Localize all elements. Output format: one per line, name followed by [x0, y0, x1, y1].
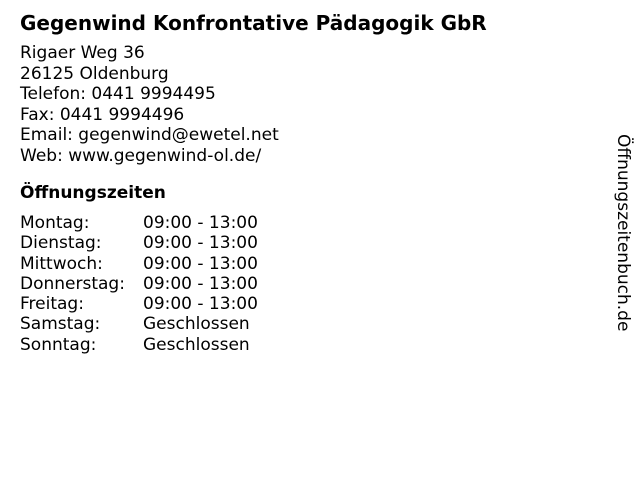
hours-row-saturday	[20, 314, 258, 334]
contact-block	[20, 43, 279, 166]
phone-number: Telefon: 0441 9994495	[20, 84, 216, 104]
site-credit: Öffnungszeitenbuch.de	[613, 134, 633, 332]
city-address: 26125 Oldenburg	[20, 63, 169, 84]
opening-hours-table	[20, 213, 258, 355]
hours-row-sunday	[20, 335, 258, 355]
hours-time-value: Geschlossen	[143, 314, 250, 335]
hours-row-friday	[20, 294, 258, 314]
hours-time-value: Geschlossen	[143, 334, 250, 355]
hours-time-value: 09:00 - 13:00	[143, 253, 258, 274]
hours-row-thursday	[20, 274, 258, 294]
hours-day-label: Donnerstag:	[20, 273, 125, 294]
website-address: Web: www.gegenwind-ol.de/	[20, 145, 262, 166]
hours-day-label: Montag:	[20, 213, 90, 233]
fax-number: Fax: 0441 9994496	[20, 104, 185, 125]
street-address: Rigaer Weg 36	[20, 43, 145, 63]
opening-hours-heading: Öffnungszeiten	[20, 183, 166, 203]
hours-day-label: Dienstag:	[20, 233, 102, 254]
hours-day-label: Samstag:	[20, 314, 101, 335]
business-name: Gegenwind Konfrontative Pädagogik GbR	[20, 11, 487, 35]
hours-time-value: 09:00 - 13:00	[143, 233, 258, 254]
hours-row-monday	[20, 213, 258, 233]
hours-day-label: Freitag:	[20, 294, 84, 315]
hours-day-label: Sonntag:	[20, 334, 97, 355]
email-address: Email: gegenwind@ewetel.net	[20, 125, 279, 145]
hours-day-label: Mittwoch:	[20, 253, 103, 274]
hours-row-wednesday	[20, 254, 258, 274]
hours-row-tuesday	[20, 233, 258, 253]
hours-time-value: 09:00 - 13:00	[143, 213, 258, 233]
hours-time-value: 09:00 - 13:00	[143, 273, 258, 294]
hours-time-value: 09:00 - 13:00	[143, 294, 258, 315]
